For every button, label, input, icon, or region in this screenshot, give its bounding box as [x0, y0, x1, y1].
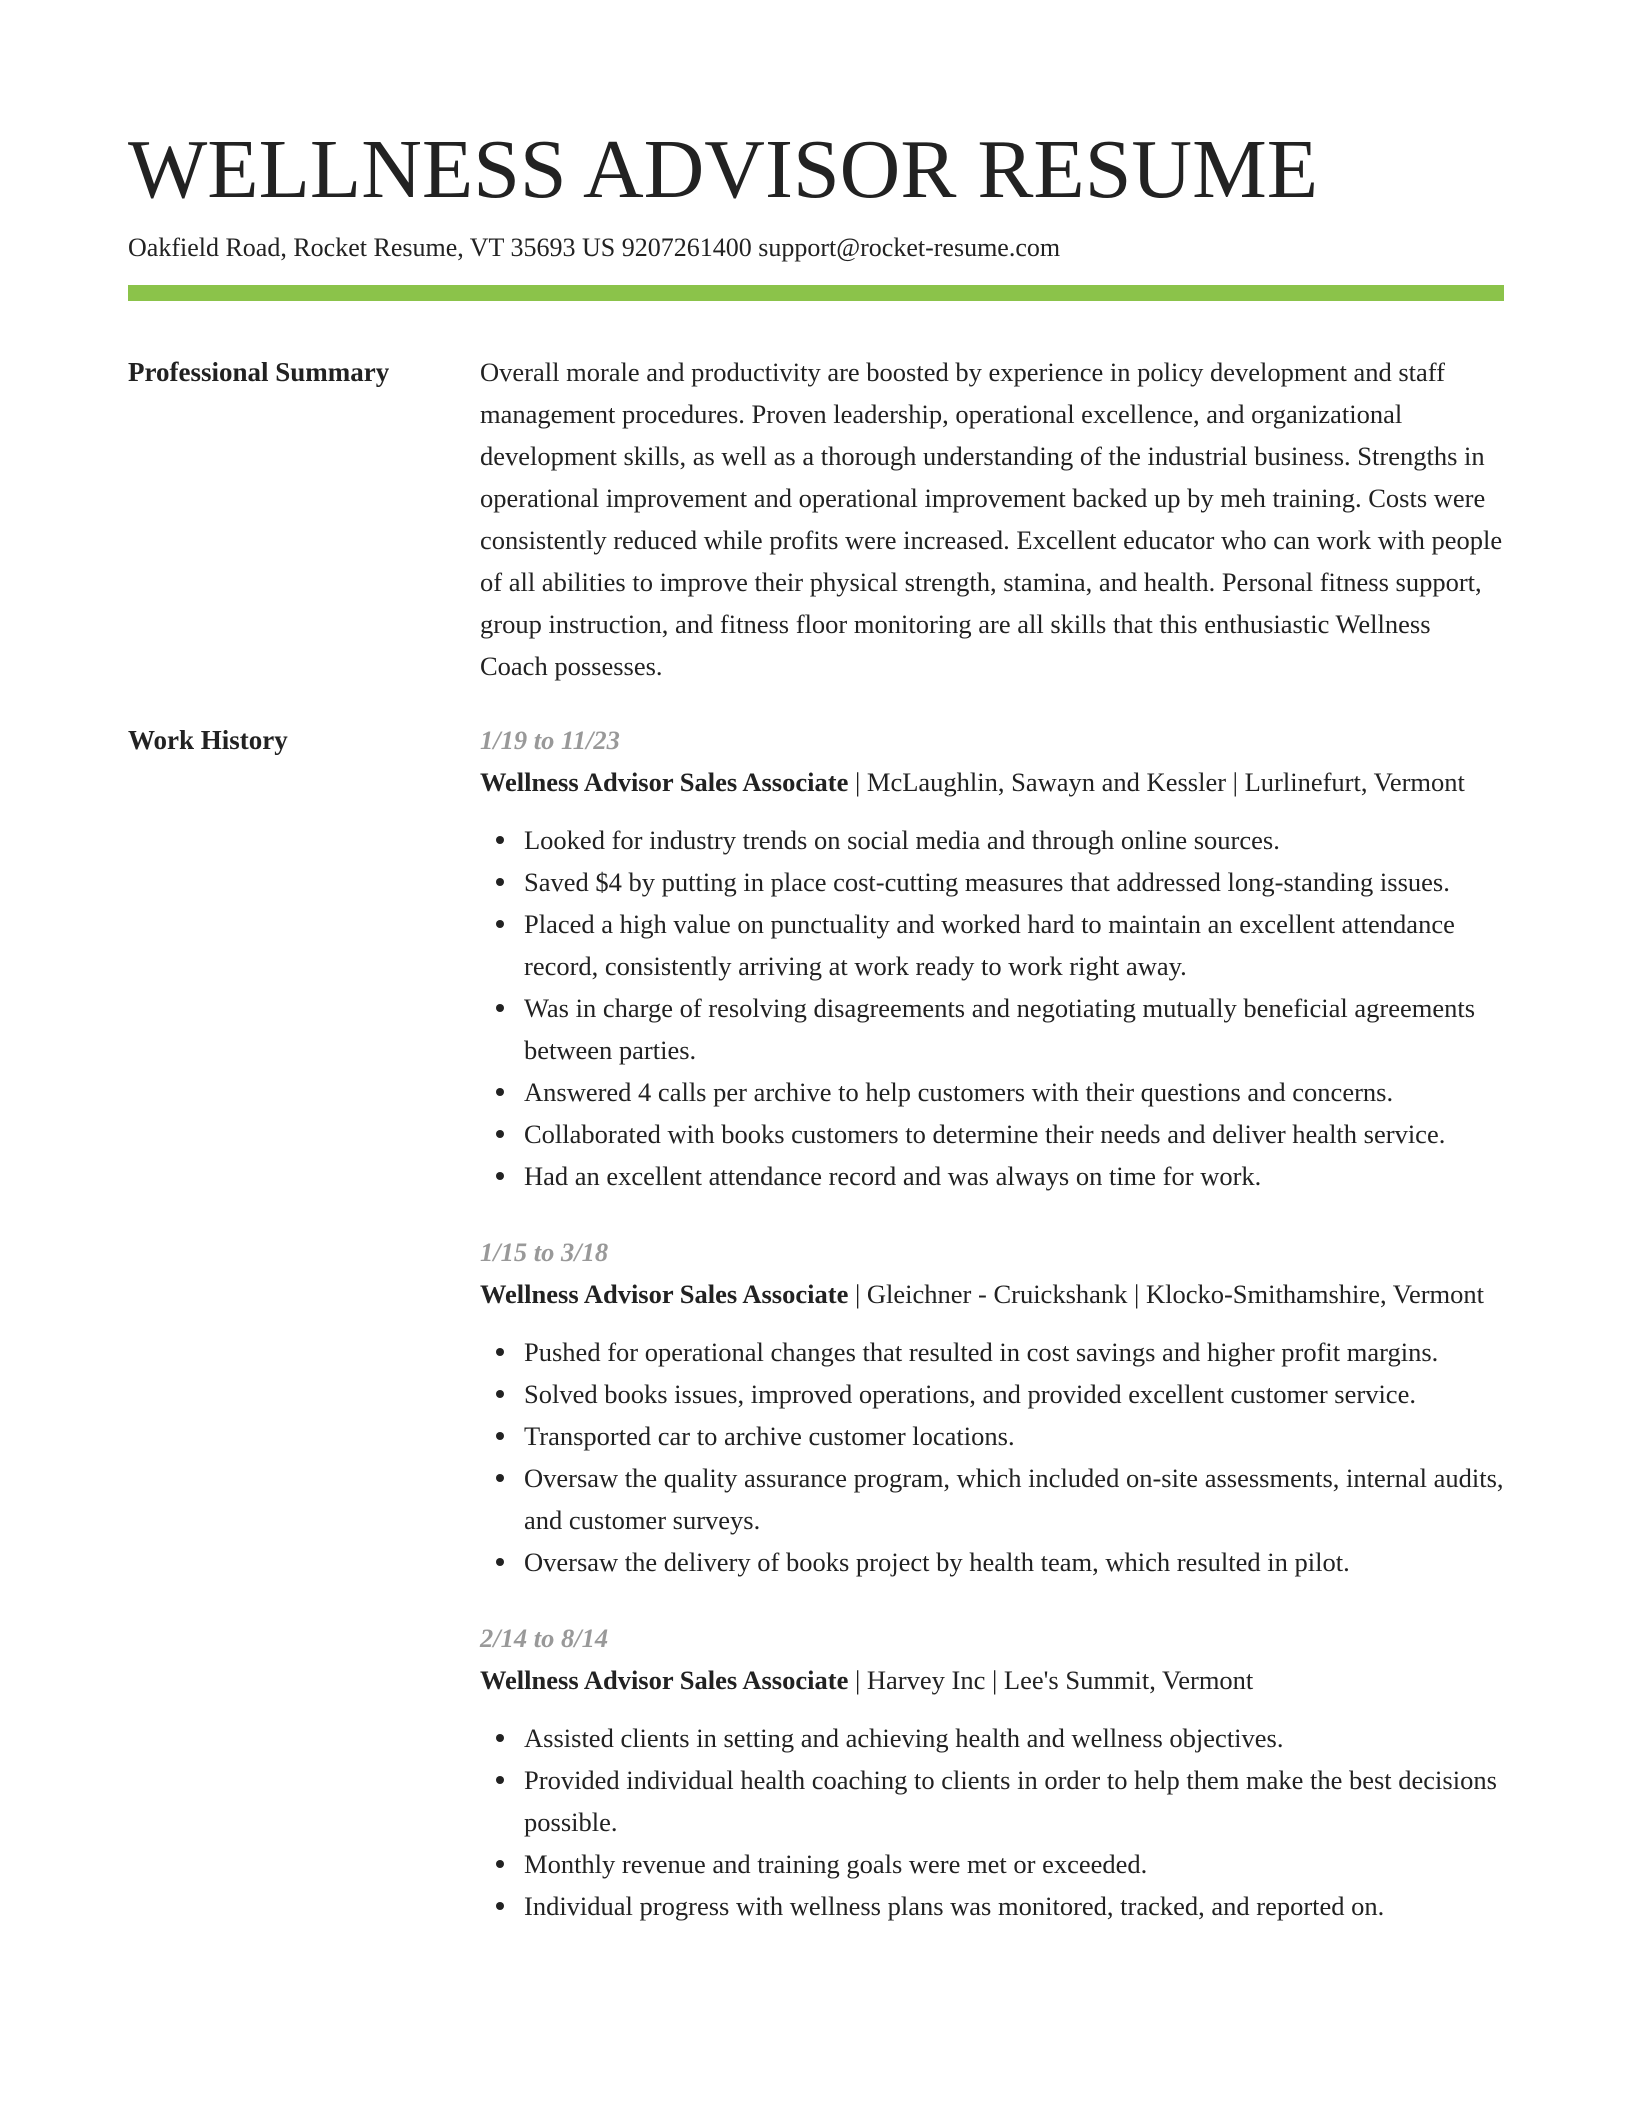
bullet-icon: [496, 1734, 504, 1742]
job-bullet: [480, 1717, 1504, 1759]
job-entry: [480, 1231, 1504, 1583]
job-bullet-text: Answered 4 calls per archive to help customers with their questions and concerns.: [524, 1077, 1394, 1107]
job-bullet-list: [480, 819, 1504, 1197]
contact-info: Oakfield Road, Rocket Resume, VT 35693 US 9207261400 support@rocket-resume.com: [128, 233, 1061, 262]
bullet-icon: [496, 1432, 504, 1440]
job-bullet-text: Monthly revenue and training goals were met or exceeded.: [524, 1849, 1148, 1879]
accent-divider: [128, 285, 1504, 301]
bullet-icon: [496, 1474, 504, 1482]
job-bullet-text: Had an excellent attendance record and was always on time for work.: [524, 1161, 1262, 1191]
bullet-icon: [496, 1390, 504, 1398]
job-heading: [480, 761, 1504, 803]
job-bullet-text: Oversaw the quality assurance program, which included on-site assessments, internal audits, and customer surveys.: [524, 1463, 1504, 1535]
bullet-icon: [496, 1348, 504, 1356]
bullet-icon: [496, 920, 504, 928]
job-bullet-text: Looked for industry trends on social media and through online sources.: [524, 825, 1280, 855]
bullet-icon: [496, 1088, 504, 1096]
bullet-icon: [496, 1902, 504, 1910]
job-bullet-list: [480, 1717, 1504, 1927]
work-history-body: [480, 719, 1504, 1961]
job-bullet-text: Solved books issues, improved operations, and provided excellent customer service.: [524, 1379, 1416, 1409]
bullet-icon: [496, 1776, 504, 1784]
job-bullet: [480, 861, 1504, 903]
bullet-icon: [496, 878, 504, 886]
job-bullet-text: Saved $4 by putting in place cost-cutting measures that addressed long-standing issues.: [524, 867, 1450, 897]
job-bullet: [480, 1415, 1504, 1457]
bullet-icon: [496, 1172, 504, 1180]
summary-text: Overall morale and productivity are boosted by experience in policy development and staff management procedures. Proven leadership, operational excellence, and organizational development skills, as well as a thorough understanding of the industrial business. Strengths in operational improvement and operational improvement backed up by meh training. Costs were consistently reduced while profits were increased. Excellent educator who can work with people of all abilities to improve their physical strength, stamina, and health. Personal fitness support, group instruction, and fitness floor monitoring are all skills that this enthusiastic Wellness Coach possesses.: [480, 357, 1503, 681]
job-bullet-text: Collaborated with books customers to determine their needs and deliver health service.: [524, 1119, 1446, 1149]
job-title: Wellness Advisor Sales Associate: [480, 767, 849, 797]
job-employer-location: | McLaughlin, Sawayn and Kessler | Lurlinefurt, Vermont: [848, 767, 1465, 797]
job-bullet: [480, 1457, 1504, 1541]
job-bullet-text: Pushed for operational changes that resulted in cost savings and higher profit margins.: [524, 1337, 1439, 1367]
job-bullet: [480, 1155, 1504, 1197]
job-bullet: [480, 1331, 1504, 1373]
job-bullet-text: Provided individual health coaching to clients in order to help them make the best decisions possible.: [524, 1765, 1497, 1837]
job-bullet: [480, 1373, 1504, 1415]
job-bullet: [480, 1759, 1504, 1843]
bullet-icon: [496, 836, 504, 844]
job-bullet: [480, 1113, 1504, 1155]
job-dates: 1/19 to 11/23: [480, 725, 620, 755]
job-title: Wellness Advisor Sales Associate: [480, 1665, 849, 1695]
job-bullet-text: Oversaw the delivery of books project by health team, which resulted in pilot.: [524, 1547, 1350, 1577]
job-bullet: [480, 819, 1504, 861]
job-bullet-list: [480, 1331, 1504, 1583]
bullet-icon: [496, 1558, 504, 1566]
bullet-icon: [496, 1860, 504, 1868]
job-dates: 2/14 to 8/14: [480, 1623, 609, 1653]
section-label-work-history: Work History: [128, 725, 288, 755]
job-bullet: [480, 903, 1504, 987]
job-bullet: [480, 987, 1504, 1071]
job-dates: 1/15 to 3/18: [480, 1237, 609, 1267]
job-employer-location: | Gleichner - Cruickshank | Klocko-Smithamshire, Vermont: [848, 1279, 1485, 1309]
job-bullet-text: Transported car to archive customer locations.: [524, 1421, 1015, 1451]
job-entry: [480, 719, 1504, 1197]
section-label-summary: Professional Summary: [128, 357, 390, 387]
job-entry: [480, 1617, 1504, 1927]
job-heading: [480, 1659, 1504, 1701]
job-bullet-text: Placed a high value on punctuality and worked hard to maintain an excellent attendance record, consistently arriving at work ready to work right away.: [524, 909, 1455, 981]
job-bullet: [480, 1541, 1504, 1583]
bullet-icon: [496, 1004, 504, 1012]
job-bullet-text: Individual progress with wellness plans was monitored, tracked, and reported on.: [524, 1891, 1385, 1921]
bullet-icon: [496, 1130, 504, 1138]
job-bullet-text: Assisted clients in setting and achieving health and wellness objectives.: [524, 1723, 1284, 1753]
job-employer-location: | Harvey Inc | Lee's Summit, Vermont: [848, 1665, 1254, 1695]
job-bullet: [480, 1843, 1504, 1885]
job-bullet: [480, 1071, 1504, 1113]
job-bullet: [480, 1885, 1504, 1927]
summary-body: [480, 351, 1504, 687]
job-bullet-text: Was in charge of resolving disagreements and negotiating mutually beneficial agreements between parties.: [524, 993, 1476, 1065]
resume-title: WELLNESS ADVISOR RESUME: [128, 123, 1319, 216]
job-heading: [480, 1273, 1504, 1315]
job-title: Wellness Advisor Sales Associate: [480, 1279, 849, 1309]
